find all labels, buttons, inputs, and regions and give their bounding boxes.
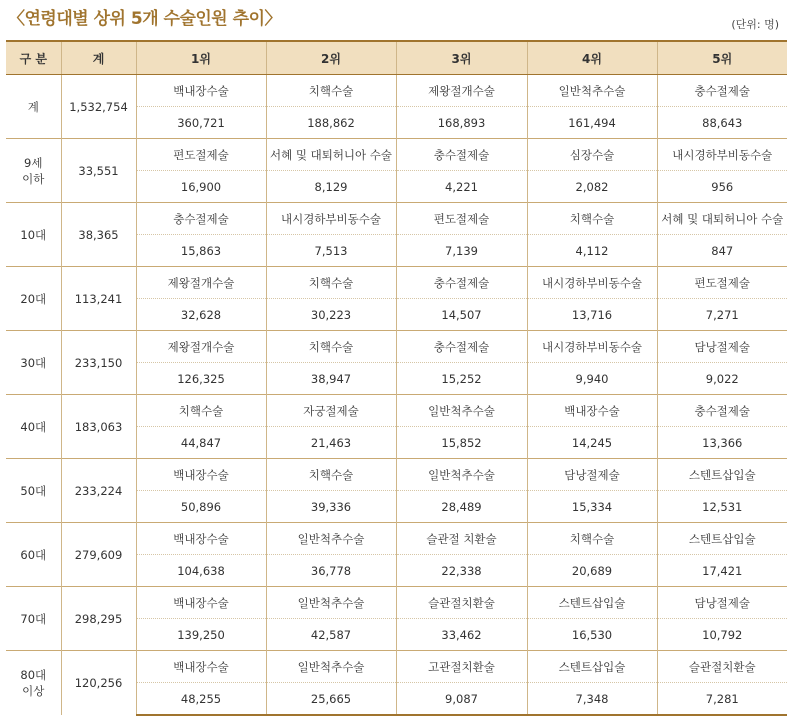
row-group-text: 30대 [20, 355, 47, 370]
surgery-name-rank-2: 치핵수술 [266, 459, 396, 491]
surgery-name-rank-4: 심장수술 [527, 139, 657, 171]
surgery-name-rank-3: 일반척추수술 [396, 459, 527, 491]
header-category: 구 분 [6, 41, 61, 75]
surgery-count-rank-4: 20,689 [527, 555, 657, 587]
header-rank-4: 4위 [527, 41, 657, 75]
surgery-name-rank-5: 스텐트삽입술 [657, 459, 787, 491]
surgery-name-rank-2: 일반척추수술 [266, 651, 396, 683]
row-group-label [6, 267, 61, 331]
surgery-name-rank-1: 백내장수술 [136, 523, 266, 555]
surgery-count-rank-4: 7,348 [527, 683, 657, 716]
surgery-name-rank-1: 백내장수술 [136, 651, 266, 683]
row-total: 298,295 [61, 587, 136, 651]
surgery-count-rank-3: 9,087 [396, 683, 527, 716]
surgery-name-rank-3: 편도절제술 [396, 203, 527, 235]
unit-label: (단위: 명) [731, 18, 779, 31]
surgery-name-rank-5: 스텐트삽입술 [657, 523, 787, 555]
surgery-count-rank-3: 33,462 [396, 619, 527, 651]
row-group-text: 9세 [24, 155, 43, 170]
surgery-count-rank-4: 13,716 [527, 299, 657, 331]
surgery-name-rank-4: 치핵수술 [527, 523, 657, 555]
surgery-count-rank-5: 12,531 [657, 491, 787, 523]
row-group-label [6, 459, 61, 523]
surgery-count-rank-5: 10,792 [657, 619, 787, 651]
row-group-text: 계 [27, 99, 39, 114]
surgery-name-rank-3: 슬관절 치환술 [396, 523, 527, 555]
table-row-names [6, 459, 787, 491]
surgery-name-rank-3: 충수절제술 [396, 331, 527, 363]
table-row-names [6, 139, 787, 171]
row-group-text: 20대 [20, 291, 47, 306]
surgery-name-rank-2: 일반척추수술 [266, 587, 396, 619]
row-group-label [6, 395, 61, 459]
header-rank-1: 1위 [136, 41, 266, 75]
header-row [6, 41, 787, 75]
surgery-count-rank-1: 104,638 [136, 555, 266, 587]
surgery-name-rank-1: 제왕절개수술 [136, 267, 266, 299]
surgery-count-rank-1: 32,628 [136, 299, 266, 331]
header-rank-2: 2위 [266, 41, 396, 75]
row-group-label [6, 523, 61, 587]
surgery-count-rank-4: 161,494 [527, 107, 657, 139]
surgery-count-rank-2: 8,129 [266, 171, 396, 203]
row-total: 233,224 [61, 459, 136, 523]
surgery-count-rank-3: 7,139 [396, 235, 527, 267]
surgery-count-rank-4: 2,082 [527, 171, 657, 203]
row-group-label [6, 587, 61, 651]
surgery-count-rank-5: 7,271 [657, 299, 787, 331]
surgery-name-rank-1: 백내장수술 [136, 459, 266, 491]
surgery-name-rank-5: 담낭절제술 [657, 587, 787, 619]
header-total: 계 [61, 41, 136, 75]
surgery-name-rank-4: 담낭절제술 [527, 459, 657, 491]
surgery-count-rank-5: 17,421 [657, 555, 787, 587]
surgery-name-rank-2: 자궁절제술 [266, 395, 396, 427]
row-total: 38,365 [61, 203, 136, 267]
surgery-name-rank-2: 서혜 및 대퇴허니아 수술 [266, 139, 396, 171]
surgery-count-rank-3: 4,221 [396, 171, 527, 203]
surgery-count-rank-3: 14,507 [396, 299, 527, 331]
surgery-count-rank-4: 9,940 [527, 363, 657, 395]
surgery-name-rank-2: 치핵수술 [266, 331, 396, 363]
surgery-count-rank-2: 36,778 [266, 555, 396, 587]
surgery-count-rank-2: 38,947 [266, 363, 396, 395]
surgery-count-rank-5: 847 [657, 235, 787, 267]
table-row-names [6, 203, 787, 235]
table-row-names [6, 587, 787, 619]
row-total: 113,241 [61, 267, 136, 331]
surgery-name-rank-3: 일반척추수술 [396, 395, 527, 427]
surgery-count-rank-1: 139,250 [136, 619, 266, 651]
row-total: 1,532,754 [61, 75, 136, 139]
surgery-name-rank-5: 충수절제술 [657, 75, 787, 107]
surgery-name-rank-3: 고관절치환술 [396, 651, 527, 683]
surgery-count-rank-2: 7,513 [266, 235, 396, 267]
surgery-count-rank-2: 21,463 [266, 427, 396, 459]
row-total: 33,551 [61, 139, 136, 203]
surgery-count-rank-5: 7,281 [657, 683, 787, 716]
surgery-ranking-table [6, 40, 787, 716]
surgery-count-rank-1: 360,721 [136, 107, 266, 139]
table-body [6, 75, 787, 716]
row-group-text: 이하 [22, 171, 45, 186]
header-rank-3: 3위 [396, 41, 527, 75]
surgery-count-rank-3: 15,852 [396, 427, 527, 459]
surgery-count-rank-4: 14,245 [527, 427, 657, 459]
row-group-text: 40대 [20, 419, 47, 434]
row-total: 183,063 [61, 395, 136, 459]
surgery-count-rank-1: 16,900 [136, 171, 266, 203]
surgery-count-rank-3: 22,338 [396, 555, 527, 587]
row-group-text: 이상 [22, 684, 45, 698]
surgery-name-rank-4: 스텐트삽입술 [527, 587, 657, 619]
surgery-count-rank-1: 50,896 [136, 491, 266, 523]
surgery-name-rank-4: 스텐트삽입술 [527, 651, 657, 683]
surgery-count-rank-3: 28,489 [396, 491, 527, 523]
surgery-count-rank-5: 88,643 [657, 107, 787, 139]
surgery-name-rank-4: 일반척추수술 [527, 75, 657, 107]
row-group-label [6, 139, 61, 203]
surgery-name-rank-3: 충수절제술 [396, 267, 527, 299]
row-total: 120,256 [61, 651, 136, 716]
row-group-text: 50대 [20, 483, 47, 498]
table-row-names [6, 651, 787, 683]
row-group-text: 10대 [20, 227, 47, 242]
surgery-count-rank-4: 15,334 [527, 491, 657, 523]
surgery-name-rank-5: 내시경하부비동수술 [657, 139, 787, 171]
row-group-text: 80대 [20, 668, 47, 682]
surgery-count-rank-1: 15,863 [136, 235, 266, 267]
surgery-count-rank-3: 168,893 [396, 107, 527, 139]
surgery-name-rank-1: 제왕절개수술 [136, 331, 266, 363]
table-row-names [6, 395, 787, 427]
surgery-name-rank-1: 치핵수술 [136, 395, 266, 427]
surgery-count-rank-2: 39,336 [266, 491, 396, 523]
table-row-names [6, 267, 787, 299]
row-group-text: 60대 [20, 547, 47, 562]
surgery-count-rank-2: 188,862 [266, 107, 396, 139]
surgery-name-rank-1: 충수절제술 [136, 203, 266, 235]
surgery-name-rank-1: 편도절제술 [136, 139, 266, 171]
surgery-count-rank-3: 15,252 [396, 363, 527, 395]
surgery-name-rank-5: 편도절제술 [657, 267, 787, 299]
surgery-name-rank-4: 백내장수술 [527, 395, 657, 427]
surgery-count-rank-5: 13,366 [657, 427, 787, 459]
surgery-count-rank-2: 42,587 [266, 619, 396, 651]
row-total: 279,609 [61, 523, 136, 587]
surgery-count-rank-5: 956 [657, 171, 787, 203]
surgery-name-rank-5: 슬관절치환술 [657, 651, 787, 683]
table-row-names [6, 331, 787, 363]
row-group-label [6, 331, 61, 395]
table-title: 〈연령대별 상위 5개 수술인원 추이〉 [8, 9, 281, 29]
surgery-name-rank-2: 치핵수술 [266, 267, 396, 299]
surgery-name-rank-5: 충수절제술 [657, 395, 787, 427]
surgery-count-rank-2: 25,665 [266, 683, 396, 716]
surgery-name-rank-4: 내시경하부비동수술 [527, 267, 657, 299]
surgery-count-rank-5: 9,022 [657, 363, 787, 395]
surgery-count-rank-4: 4,112 [527, 235, 657, 267]
surgery-count-rank-2: 30,223 [266, 299, 396, 331]
surgery-name-rank-1: 백내장수술 [136, 75, 266, 107]
surgery-name-rank-5: 서혜 및 대퇴허니아 수술 [657, 203, 787, 235]
surgery-name-rank-3: 슬관절치환술 [396, 587, 527, 619]
surgery-name-rank-2: 치핵수술 [266, 75, 396, 107]
row-total: 233,150 [61, 331, 136, 395]
surgery-count-rank-4: 16,530 [527, 619, 657, 651]
row-group-text: 70대 [20, 611, 47, 626]
header-rank-5: 5위 [657, 41, 787, 75]
surgery-name-rank-2: 내시경하부비동수술 [266, 203, 396, 235]
surgery-count-rank-1: 48,255 [136, 683, 266, 716]
surgery-name-rank-1: 백내장수술 [136, 587, 266, 619]
surgery-name-rank-2: 일반척추수술 [266, 523, 396, 555]
row-group-label [6, 203, 61, 267]
surgery-name-rank-3: 충수절제술 [396, 139, 527, 171]
surgery-name-rank-5: 담낭절제술 [657, 331, 787, 363]
table-row-names [6, 523, 787, 555]
row-group-label [6, 75, 61, 139]
table-row-names [6, 75, 787, 107]
surgery-name-rank-4: 내시경하부비동수술 [527, 331, 657, 363]
surgery-count-rank-1: 44,847 [136, 427, 266, 459]
row-group-label [6, 651, 61, 716]
surgery-name-rank-4: 치핵수술 [527, 203, 657, 235]
surgery-name-rank-3: 제왕절개수술 [396, 75, 527, 107]
surgery-count-rank-1: 126,325 [136, 363, 266, 395]
